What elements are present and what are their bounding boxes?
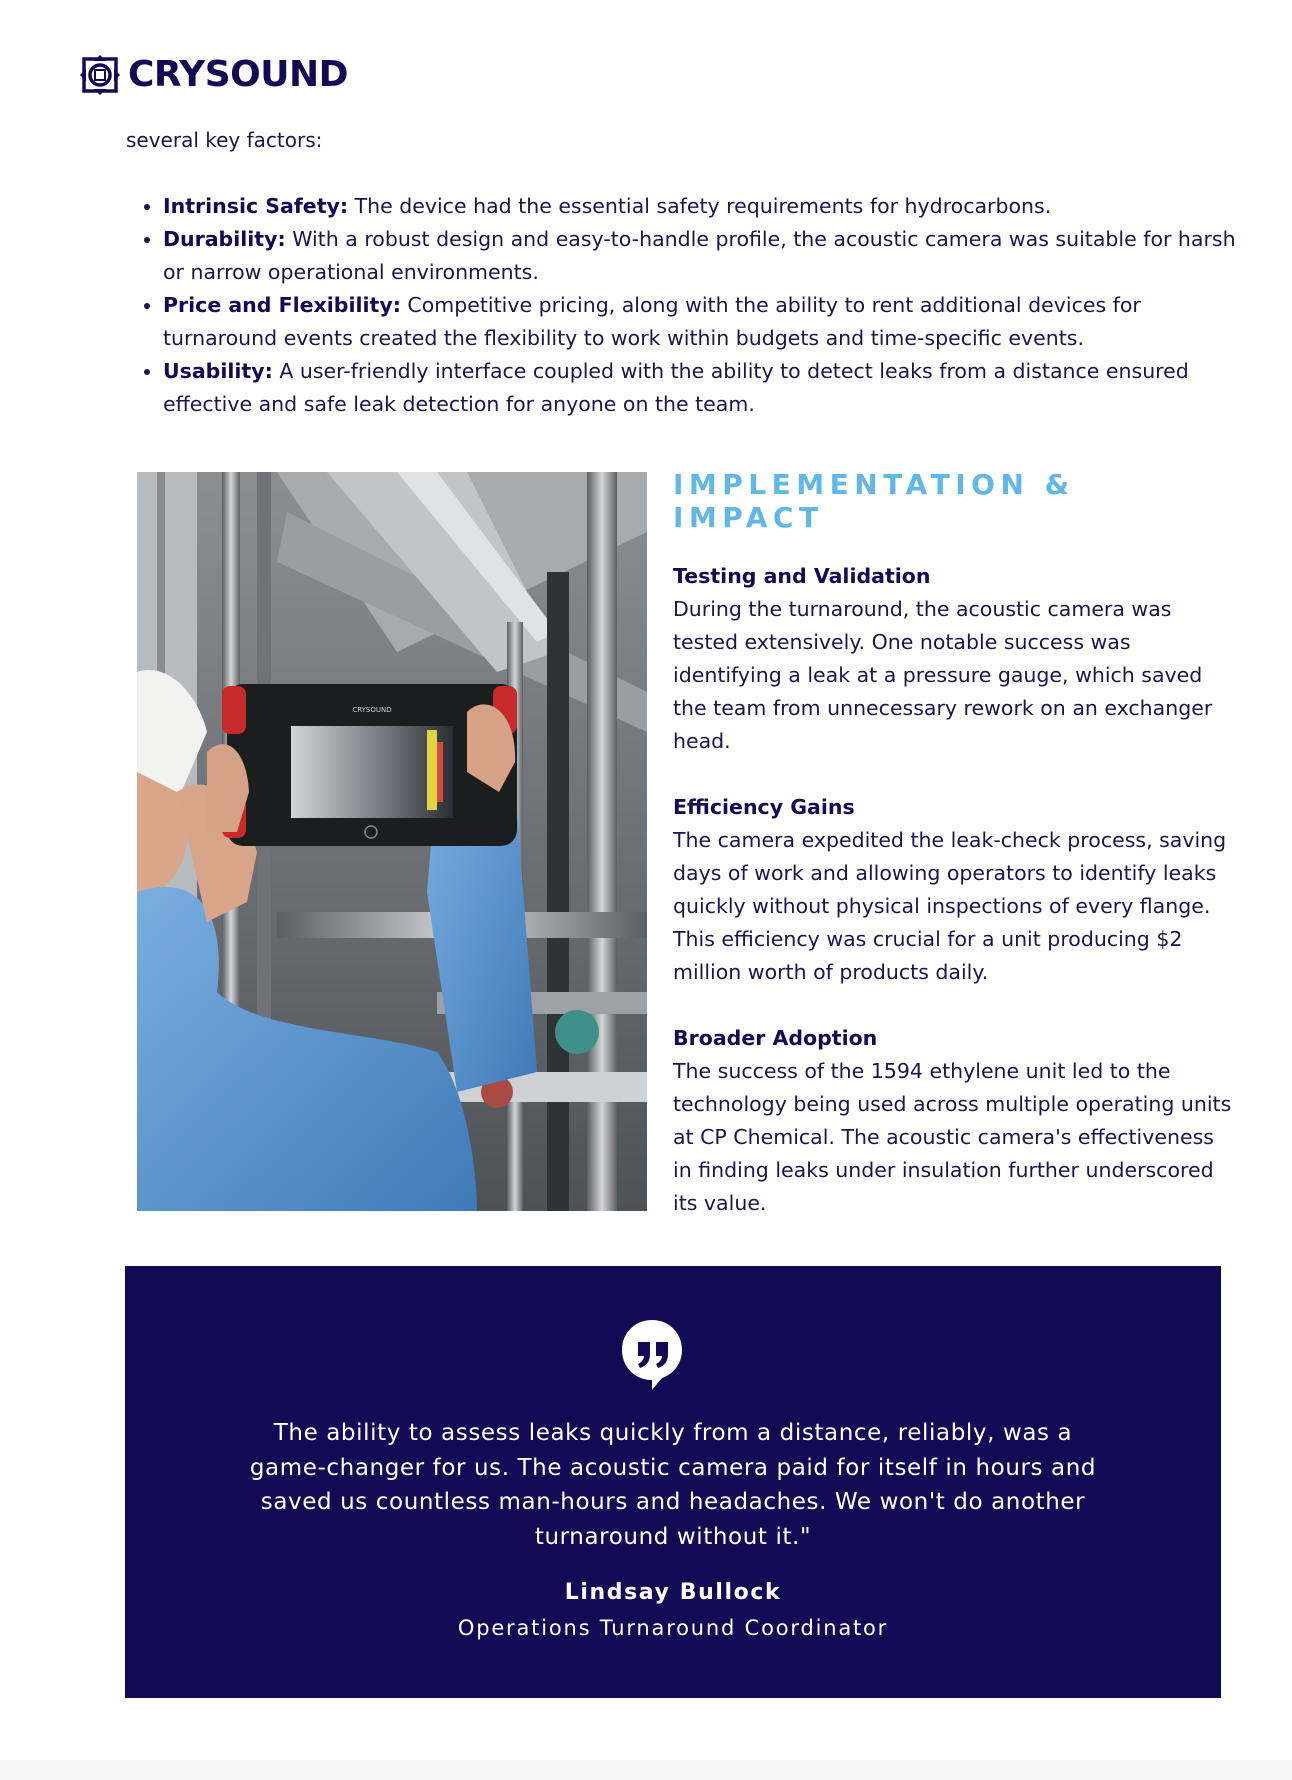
testimonial-author: Lindsay Bullock — [564, 1580, 782, 1605]
crysound-logo-icon — [80, 55, 120, 95]
subsection-title: Efficiency Gains — [673, 795, 855, 819]
testimonial-role: Operations Turnaround Coordinator — [457, 1616, 889, 1640]
key-factors-list — [126, 190, 1253, 421]
subsection-title: Testing and Validation — [673, 564, 931, 588]
factor-text: The device had the essential safety requirements for hydrocarbons. — [348, 194, 1052, 218]
factor-item — [163, 190, 1253, 223]
subsection-body: During the turnaround, the acoustic camera was tested extensively. One notable success was identifying a leak at a pressure gauge, which saved the team from unnecessary rework on an exchanger head. — [673, 597, 1213, 753]
brand-name: CRYSOUND — [128, 54, 349, 95]
testimonial-box — [125, 1266, 1221, 1698]
subsection-body: The success of the 1594 ethylene unit led to the technology being used across multiple operating units at CP Chemical. The acoustic camera's effectiveness in finding leaks under insulation further underscored its value. — [673, 1059, 1232, 1215]
factor-item — [163, 355, 1253, 421]
worker-photo — [137, 472, 647, 1211]
factor-term: Intrinsic Safety: — [163, 194, 349, 218]
quote-bubble-icon — [620, 1318, 684, 1390]
factor-text: A user-friendly interface coupled with the ability to detect leaks from a distance ensured effective and safe leak detection for anyone on the team. — [163, 359, 1189, 416]
device-brand-label: CRYSOUND — [352, 706, 392, 714]
subsection-title: Broader Adoption — [673, 1026, 878, 1050]
factor-text: With a robust design and easy-to-handle profile, the acoustic camera was suitable for harsh or narrow operational environments. — [163, 227, 1236, 284]
section-heading: IMPLEMENTATION & IMPACT — [673, 468, 1075, 534]
factor-term: Durability: — [163, 227, 286, 251]
subsection-body: The camera expedited the leak-check process, saving days of work and allowing operators to identify leaks quickly without physical inspections of every flange. This efficiency was crucial for a unit producing $2 million worth of products daily. — [673, 828, 1227, 984]
implementation-impact-section — [673, 468, 1233, 1253]
factor-item — [163, 223, 1253, 289]
testimonial-quote: The ability to assess leaks quickly from a distance, reliably, was a game-changer for us. The acoustic camera paid for itself in hours and saved us countless man-hours and headaches. We won't do another turnaround without it." — [249, 1420, 1097, 1550]
crysound-logo — [80, 54, 348, 95]
factor-item — [163, 289, 1253, 355]
intro-text: several key factors: — [126, 128, 323, 152]
factor-term: Price and Flexibility: — [163, 293, 401, 317]
factor-text: Competitive pricing, along with the ability to rent additional devices for turnaround events created the flexibility to work within budgets and time-specific events. — [163, 293, 1141, 350]
worker-holding-acoustic-camera-icon — [137, 472, 647, 1211]
factor-term: Usability: — [163, 359, 273, 383]
